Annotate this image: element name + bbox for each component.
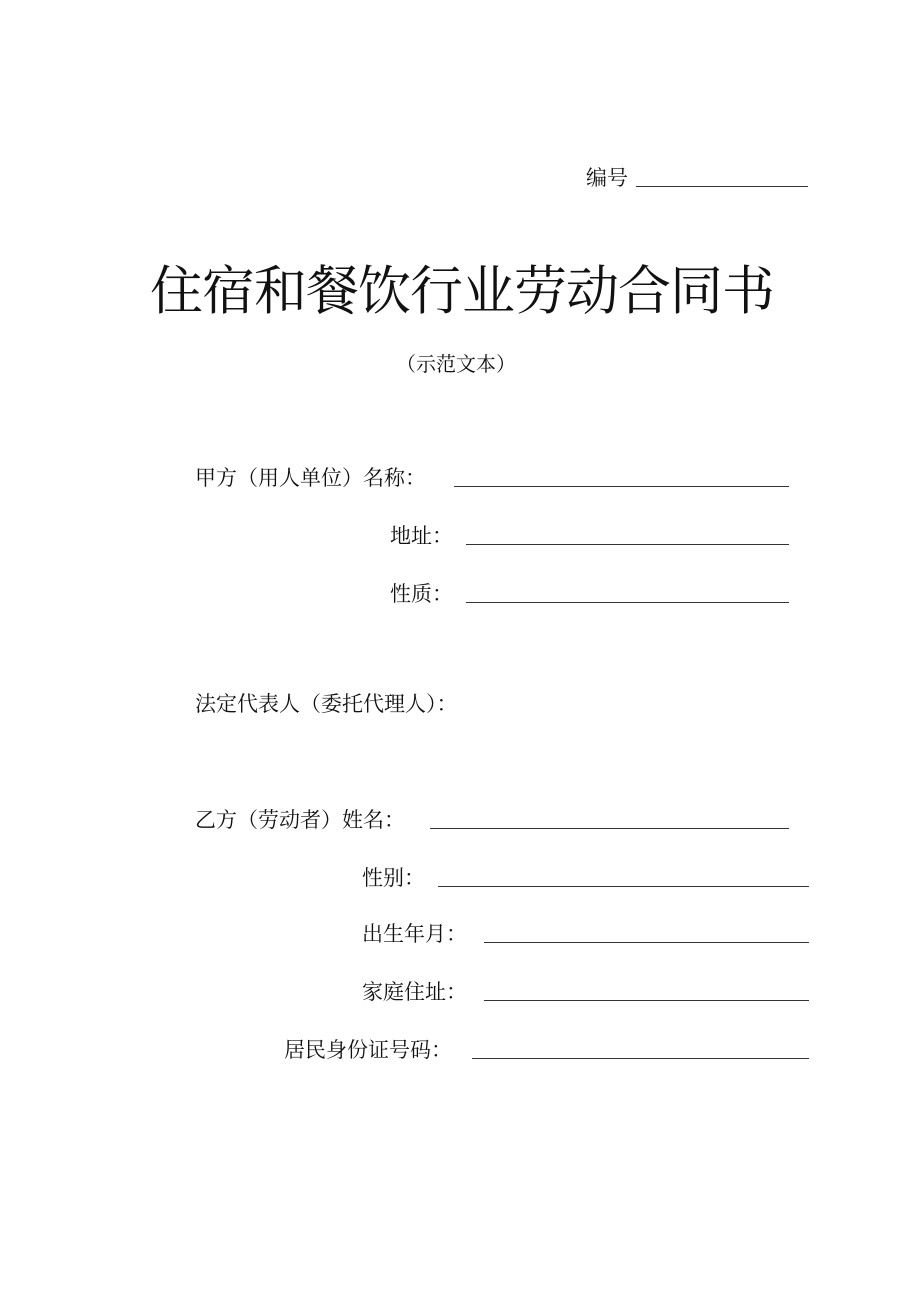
party-b-name-label: 乙方（劳动者）姓名： xyxy=(195,808,405,832)
serial-label: 编号 xyxy=(586,166,628,190)
party-b-birth-label: 出生年月： xyxy=(362,922,467,946)
party-b-name-field[interactable] xyxy=(430,828,789,829)
party-a-address-label: 地址： xyxy=(390,524,453,548)
party-b-home-address-label: 家庭住址： xyxy=(362,980,467,1004)
party-b-birth-field[interactable] xyxy=(484,942,809,943)
party-b-gender-label: 性别： xyxy=(362,866,425,890)
document-subtitle: （示范文本） xyxy=(396,352,516,376)
legal-rep-label: 法定代表人（委托代理人）： xyxy=(195,692,458,716)
party-b-gender-field[interactable] xyxy=(438,886,809,887)
party-a-name-label: 甲方（用人单位）名称： xyxy=(195,466,426,490)
party-a-nature-label: 性质： xyxy=(390,582,453,606)
party-a-name-field[interactable] xyxy=(454,486,789,487)
serial-field[interactable] xyxy=(636,186,808,187)
party-b-home-address-field[interactable] xyxy=(484,1000,809,1001)
party-a-nature-field[interactable] xyxy=(466,602,789,603)
party-b-id-number-field[interactable] xyxy=(472,1058,809,1059)
party-b-id-number-label: 居民身份证号码： xyxy=(284,1038,452,1062)
document-title: 住宿和餐饮行业劳动合同书 xyxy=(150,261,774,322)
party-a-address-field[interactable] xyxy=(466,544,789,545)
